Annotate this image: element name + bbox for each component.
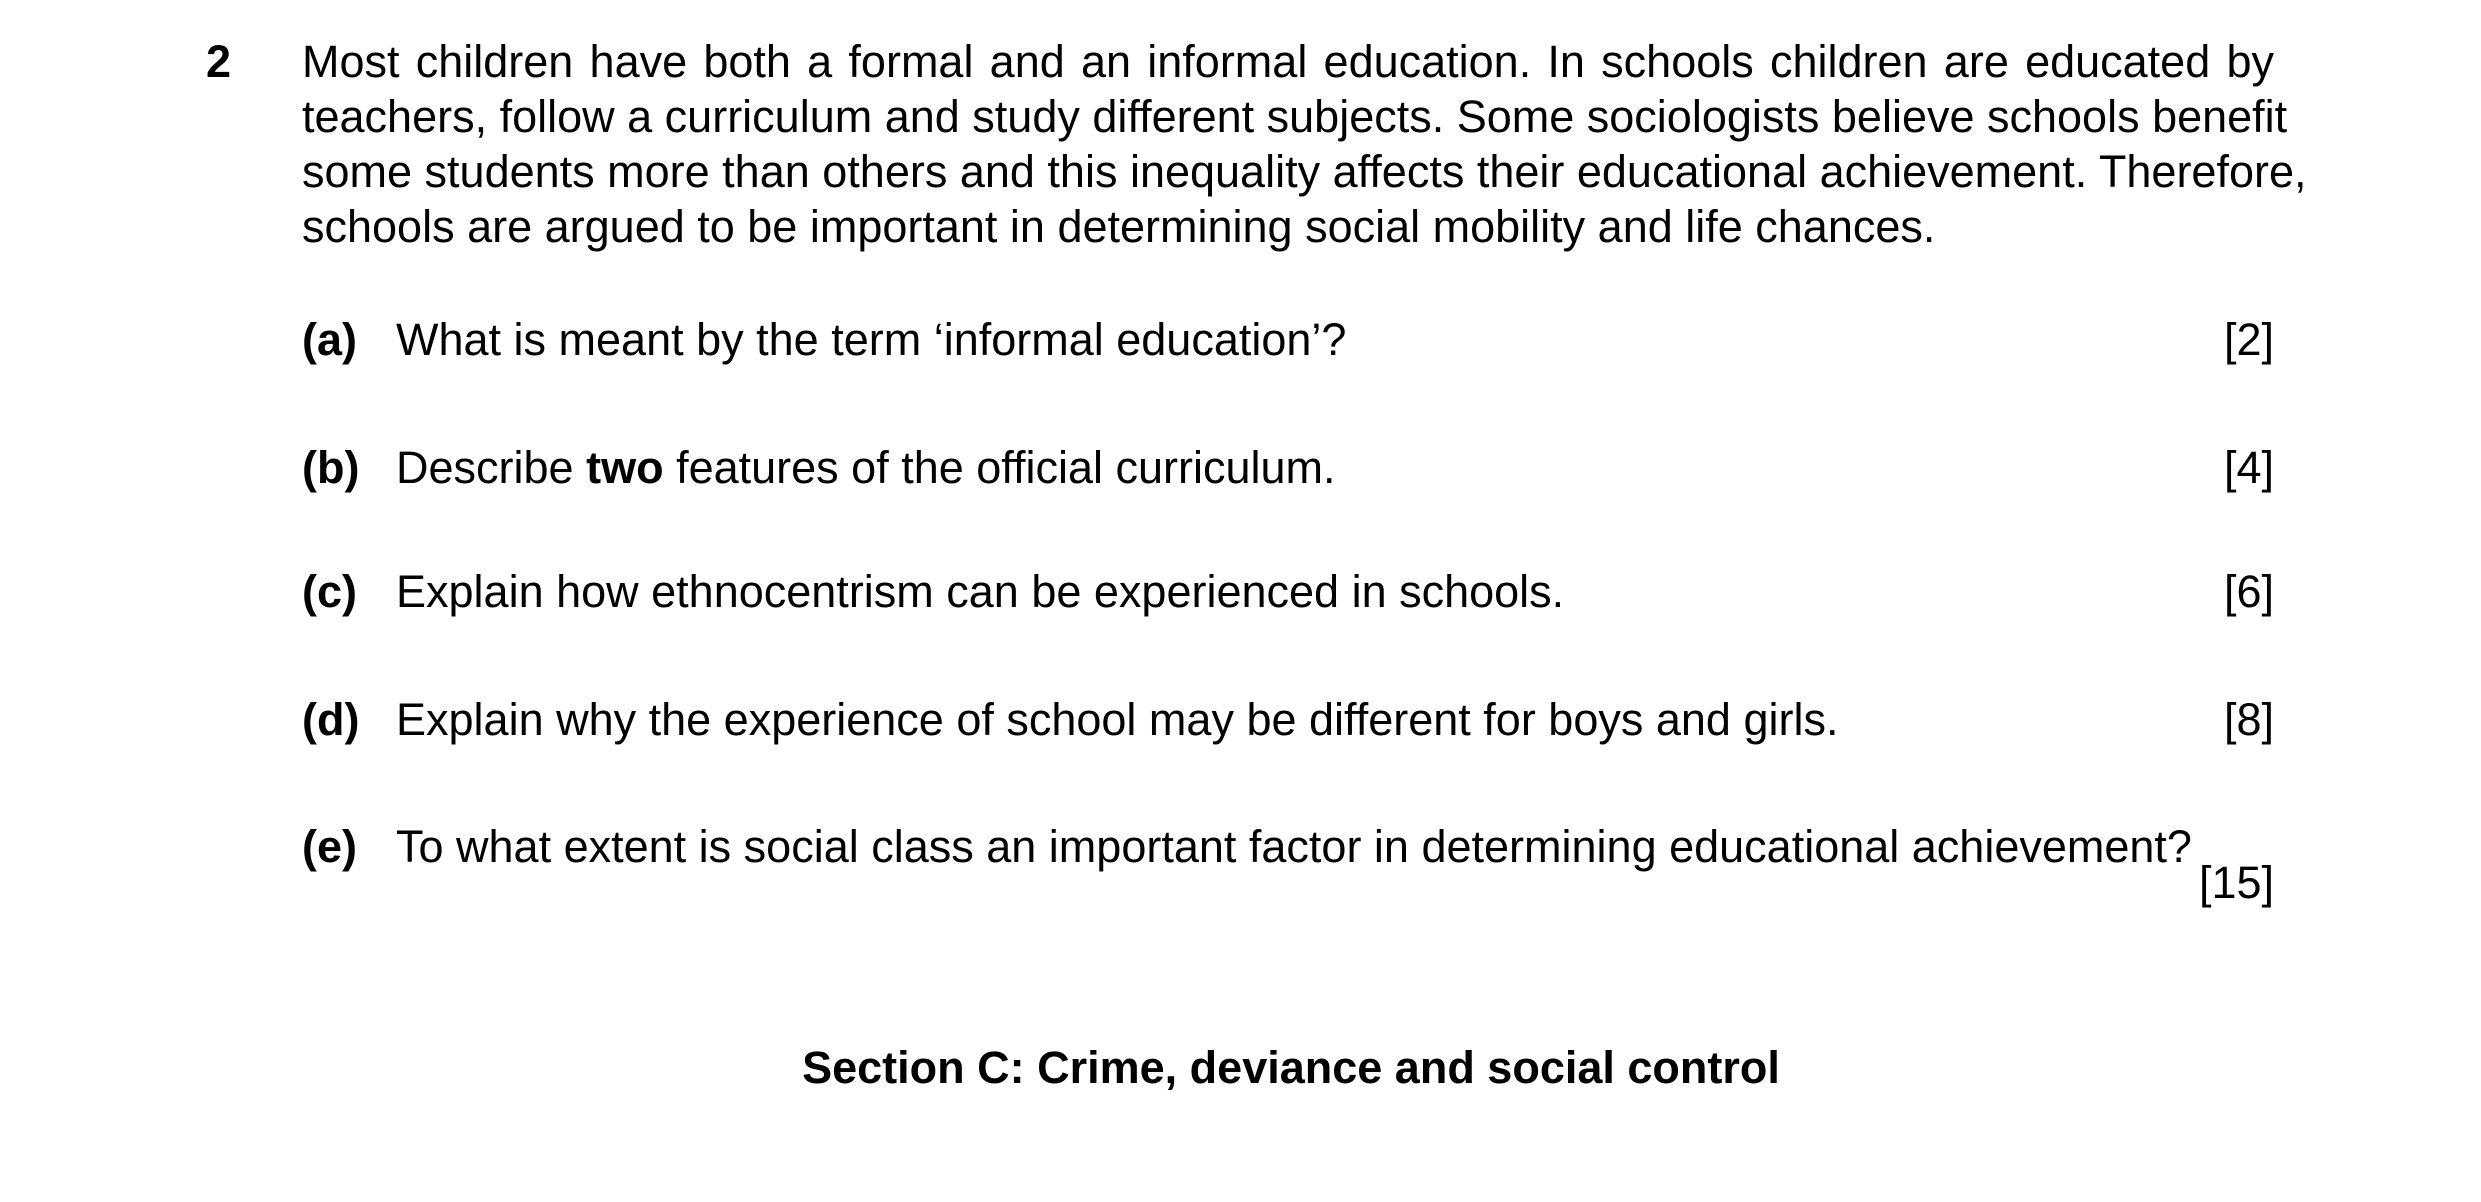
question-part-c <box>302 564 2274 619</box>
part-marks: [15] <box>2198 857 2274 908</box>
part-text-before: Describe <box>396 442 587 493</box>
part-marks: [6] <box>2223 566 2274 617</box>
part-text-bold: two <box>586 442 664 493</box>
part-marks: [4] <box>2223 442 2274 493</box>
intro-line: Most children have both a formal and an informal education. In schools children are educated by <box>302 36 2274 87</box>
question-part-a <box>302 312 2274 367</box>
part-text-after: features of the official curriculum. <box>663 442 1336 493</box>
part-label: (d) <box>302 694 360 745</box>
part-label: (c) <box>302 566 357 617</box>
question-number: 2 <box>206 36 232 87</box>
part-text: Explain how ethnocentrism can be experienced in schools. <box>396 566 1565 617</box>
question-part-d <box>302 692 2274 747</box>
part-marks: [8] <box>2223 694 2274 745</box>
section-heading: Section C: Crime, deviance and social control <box>802 1042 1780 1093</box>
part-text: What is meant by the term ‘informal education’? <box>396 314 1347 365</box>
intro-line: some students more than others and this inequality affects their educational achievement. Therefore, <box>302 146 2307 197</box>
part-text: To what extent is social class an important factor in determining educational achievement? <box>396 821 2192 872</box>
intro-line: schools are argued to be important in determining social mobility and life chances. <box>302 201 1936 252</box>
part-label: (a) <box>302 314 357 365</box>
part-text: Explain why the experience of school may be different for boys and girls. <box>396 694 1839 745</box>
part-label: (e) <box>302 821 357 872</box>
part-marks: [2] <box>2223 314 2274 365</box>
question-part-e <box>302 819 2274 908</box>
question-part-b <box>302 440 2274 495</box>
part-label: (b) <box>302 442 360 493</box>
part-text <box>396 440 1336 495</box>
question-intro <box>302 34 2307 254</box>
intro-line: teachers, follow a curriculum and study different subjects. Some sociologists believe schools benefit <box>302 91 2288 142</box>
